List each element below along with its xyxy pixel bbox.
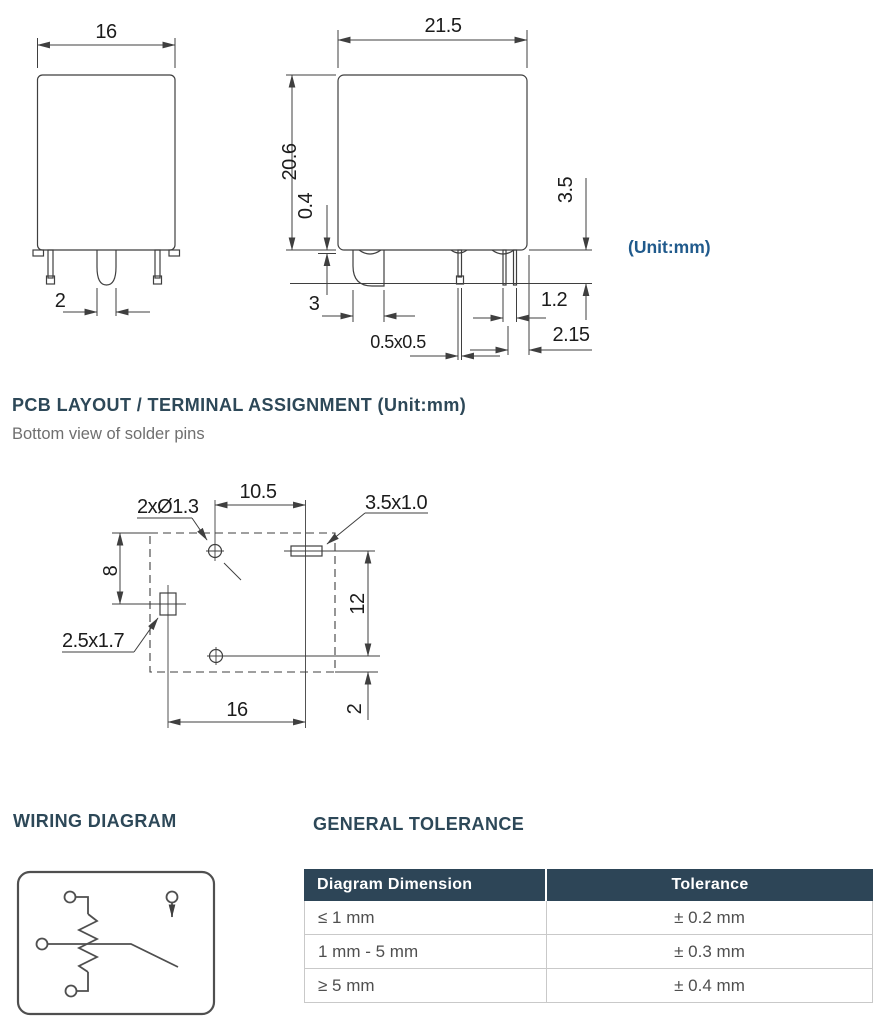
wiring-terminal-bottom-left [66, 986, 77, 997]
relay-body-side [338, 75, 527, 250]
wiring-terminal-mid-left [37, 939, 48, 950]
pcb-dim-bottom: 16 [226, 699, 248, 721]
tolerance-cell: ± 0.2 mm [674, 907, 745, 927]
front-pin-right [155, 250, 160, 278]
dimension-cell: ≤ 1 mm [305, 901, 547, 934]
dimension-cell: ≥ 5 mm [305, 969, 547, 1002]
pcb-pad-label: 2.5x1.7 [62, 630, 125, 652]
side-pin-qc [353, 250, 384, 286]
tolerance-header-tolerance: Tolerance [671, 876, 749, 893]
front-view-drawing [33, 21, 180, 316]
side-qcwidth-dim: 3 [308, 293, 320, 315]
side-pin-right-b [514, 250, 517, 285]
wiring-section-heading: WIRING DIAGRAM [13, 811, 177, 831]
front-width-dim: 16 [95, 21, 117, 43]
wiring-diagram [18, 872, 214, 1014]
side-pin-right-a [503, 250, 506, 285]
side-pin-center [458, 250, 462, 277]
tolerance-cell: ± 0.3 mm [674, 941, 745, 961]
tolerance-header-dimension: Diagram Dimension [304, 869, 547, 901]
side-pinlength-dim: 3.5 [555, 176, 577, 204]
table-row [304, 935, 873, 969]
pcb-slot-label: 3.5x1.0 [365, 492, 428, 514]
tolerance-table-header [304, 869, 873, 901]
tolerance-table [304, 869, 873, 1003]
side-height-dim: 20.6 [279, 143, 301, 181]
front-pin-dim: 2 [54, 290, 66, 312]
side-shoulder-dim: 0.4 [295, 192, 317, 220]
pcb-outline [150, 533, 335, 672]
coil-symbol [79, 914, 97, 972]
pcb-dim-left: 8 [100, 565, 122, 577]
pcb-dim-right: 12 [347, 593, 369, 615]
side-width-dim: 21.5 [424, 15, 462, 37]
table-row [304, 901, 873, 935]
relay-body-front [38, 75, 176, 250]
wiring-terminal-common [167, 892, 178, 903]
front-pin-left [48, 250, 53, 278]
side-pinpitch-dim: 1.2 [540, 289, 568, 311]
contact-blade [48, 944, 179, 967]
pcb-dim-bottom-right: 2 [344, 703, 366, 715]
side-view-drawing [279, 15, 592, 360]
side-pinoffset-dim: 2.15 [552, 324, 590, 346]
pcb-layout-drawing [62, 481, 428, 728]
pcb-dim-top: 10.5 [239, 481, 277, 503]
dimension-cell: 1 mm - 5 mm [305, 935, 547, 968]
unit-note: (Unit:mm) [628, 237, 711, 257]
pcb-section-subtitle: Bottom view of solder pins [12, 425, 205, 443]
pcb-hole-label: 2xØ1.3 [137, 496, 199, 518]
table-row [304, 969, 873, 1003]
tolerance-section-heading: GENERAL TOLERANCE [313, 814, 525, 834]
side-coilpin-dim: 0.5x0.5 [370, 332, 426, 352]
tolerance-cell: ± 0.4 mm [674, 975, 745, 995]
front-pin-center [97, 250, 116, 285]
wiring-terminal-top-left [65, 892, 76, 903]
pcb-section-heading: PCB LAYOUT / TERMINAL ASSIGNMENT (Unit:mm) [12, 395, 467, 415]
